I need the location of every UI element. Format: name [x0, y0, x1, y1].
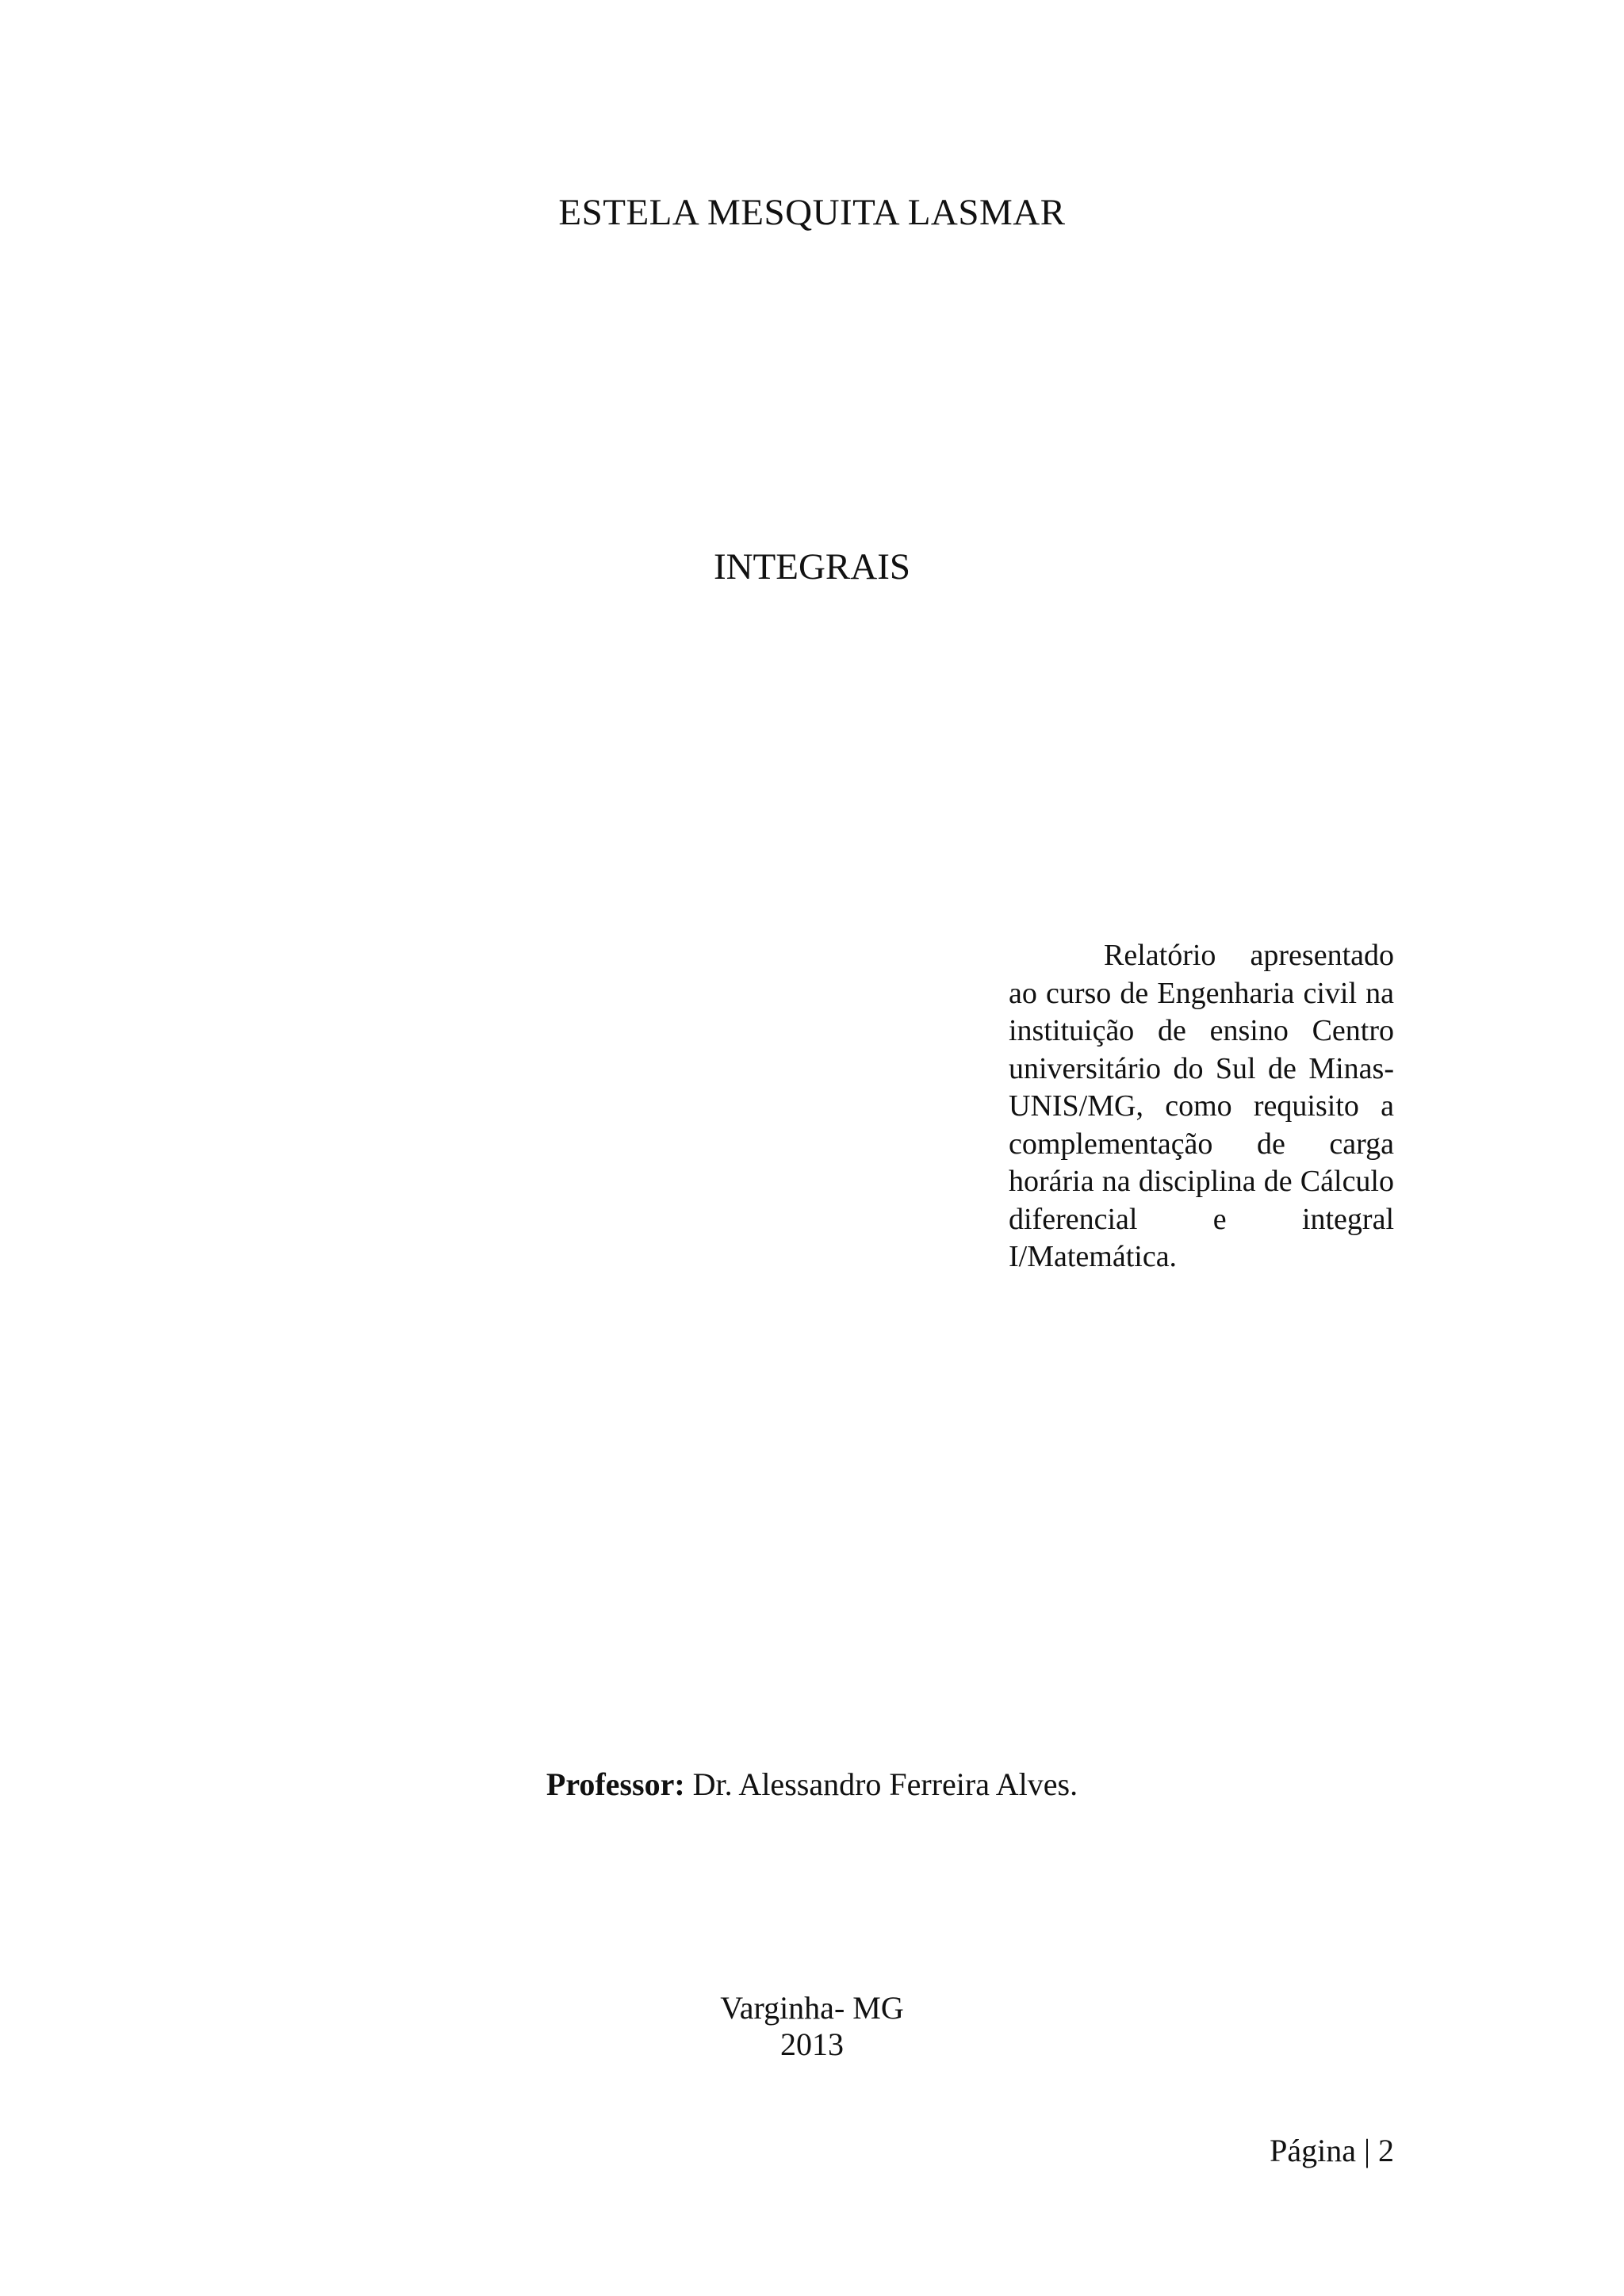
- professor-name: Dr. Alessandro Ferreira Alves.: [684, 1766, 1078, 1802]
- city-location: Varginha- MG: [720, 1990, 904, 2026]
- professor-line: [0, 1764, 1624, 1805]
- document-title: INTEGRAIS: [713, 546, 911, 587]
- report-description: Relatório apresentado ao curso de Engenharia civil na instituição de ensino Centro universitário do Sul de Minas-UNIS/MG, como requisito a complementação de carga horária na disciplina de Cálculo diferencial e integral I/Matemática.: [1009, 939, 1394, 1273]
- publication-year: 2013: [780, 2026, 844, 2062]
- page-number: Página | 2: [1270, 2133, 1394, 2168]
- author-name: ESTELA MESQUITA LASMAR: [558, 192, 1066, 233]
- professor-label: Professor:: [546, 1766, 685, 1802]
